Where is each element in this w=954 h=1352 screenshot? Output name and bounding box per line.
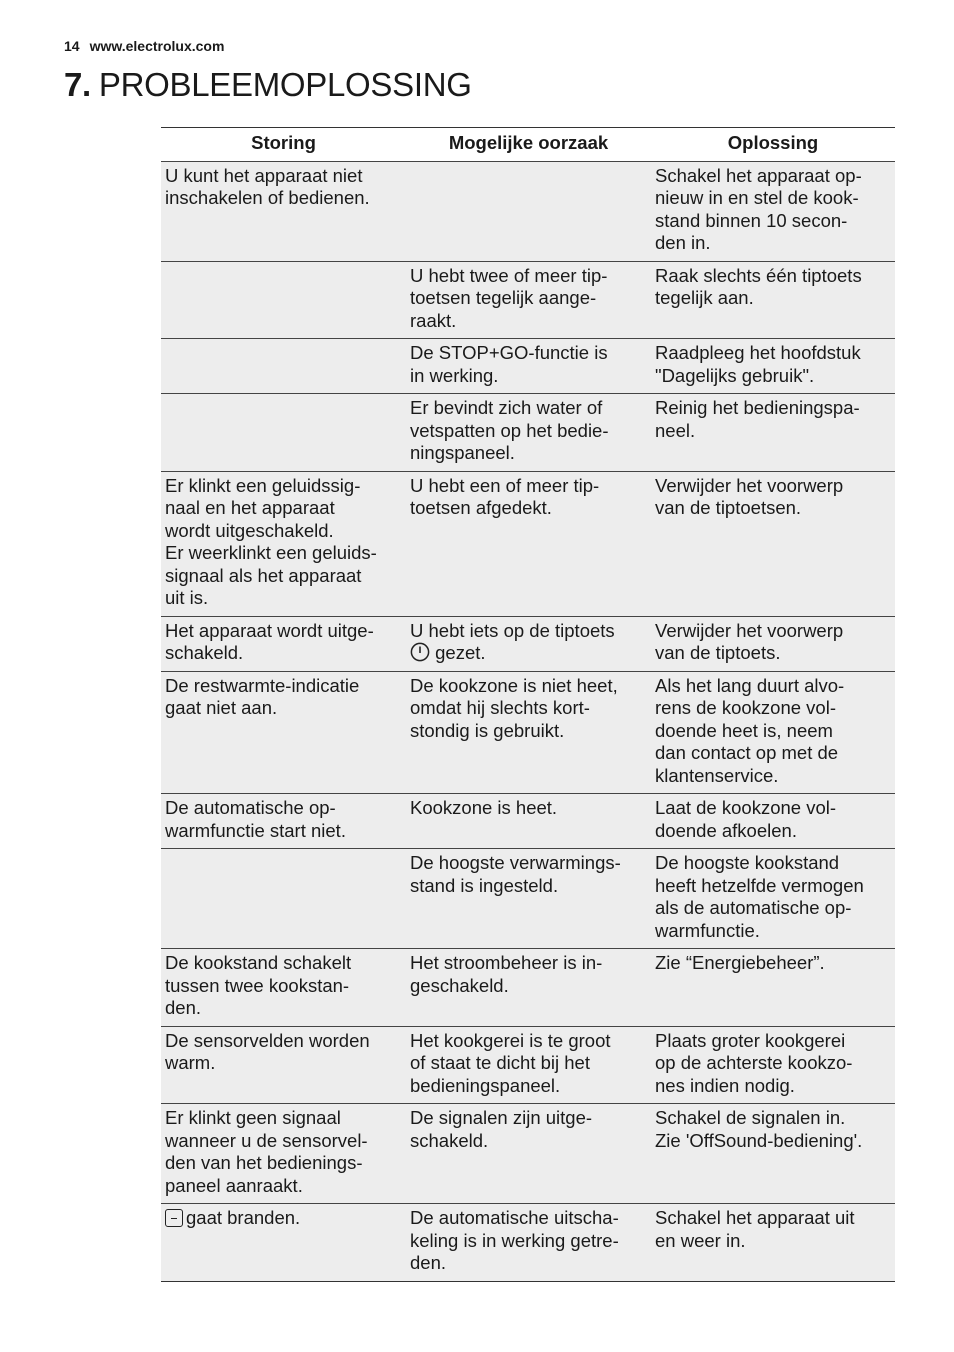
section-title-text: PROBLEEMOPLOSSING: [98, 66, 472, 103]
page-number: 14: [64, 38, 80, 54]
cell-oplossing: Schakel het apparaat op- nieuw in en stel de kook- stand binnen 10 secon- den in.: [655, 164, 862, 253]
page-header: [64, 38, 224, 54]
table-row: [161, 261, 895, 339]
cell-oorzaak: De kookzone is niet heet, omdat hij slechts kort- stondig is gebruikt.: [410, 674, 618, 741]
cell-oorzaak: Kookzone is heet.: [410, 797, 558, 818]
table-row: [161, 848, 895, 948]
table-row: [161, 1026, 895, 1104]
cell-storing: [161, 849, 406, 948]
cell-oorzaak: De signalen zijn uitge- schakeld.: [410, 1107, 593, 1151]
table-row: [161, 948, 895, 1026]
cell-storing: U kunt het apparaat niet inschakelen of bedienen.: [165, 164, 370, 208]
cell-oorzaak: De automatische uitscha- keling is in werking getre- den.: [410, 1207, 619, 1273]
table-row: [161, 1203, 895, 1281]
cell-storing: [161, 1204, 406, 1281]
section-title: [64, 66, 472, 104]
table-row: [161, 671, 895, 794]
cell-storing: [161, 339, 406, 393]
cell-oplossing: Verwijder het voorwerp van de tiptoetsen.: [655, 474, 844, 518]
cell-oorzaak: U hebt twee of meer tip- toetsen tegelijk aange- raakt.: [410, 264, 608, 331]
table-row: [161, 1103, 895, 1203]
cell-storing: De sensorvelden worden warm.: [165, 1029, 370, 1073]
cell-storing: Er klinkt een geluidssig- naal en het apparaat wordt uitgeschakeld. Er weerklinkt een geluids- signaal als het apparaat uit is.: [165, 474, 377, 608]
cell-oorzaak: U hebt een of meer tip- toetsen afgedekt.: [410, 474, 600, 518]
table-row: [161, 393, 895, 471]
cell-oplossing: Schakel de signalen in. Zie 'OffSound-bediening'.: [655, 1107, 863, 1151]
table-row: [161, 162, 895, 261]
cell-oorzaak: De STOP+GO-functie is in werking.: [410, 342, 608, 386]
minus-display-icon: [165, 1209, 183, 1227]
cell-oplossing: Verwijder het voorwerp van de tiptoets.: [655, 619, 844, 663]
cell-storing: De automatische op- warmfunctie start niet.: [165, 797, 346, 841]
cell-oplossing: Raak slechts één tiptoets tegelijk aan.: [655, 264, 862, 308]
table-row: [161, 793, 895, 848]
website-link[interactable]: www.electrolux.com: [89, 38, 225, 54]
cell-oplossing: Laat de kookzone vol- doende afkoelen.: [655, 797, 837, 841]
cell-storing: Het apparaat wordt uitge- schakeld.: [165, 619, 374, 663]
table-row: [161, 616, 895, 671]
cell-oorzaak: [406, 617, 651, 671]
cell-oplossing: Zie “Energiebeheer”.: [655, 952, 825, 973]
cell-oplossing: De hoogste kookstand heeft hetzelfde vermogen als de automatische op- warmfunctie.: [655, 852, 864, 941]
column-header-oorzaak: Mogelijke oorzaak: [448, 132, 609, 153]
cell-oplossing: Reinig het bedieningspa- neel.: [655, 397, 860, 441]
cell-storing: [161, 262, 406, 339]
table-row: [161, 338, 895, 393]
cell-storing: [161, 394, 406, 471]
table-row: [161, 471, 895, 616]
power-icon: [410, 642, 430, 662]
cell-oorzaak: Het kookgerei is te groot of staat te dicht bij het bedieningspaneel.: [410, 1029, 611, 1096]
cell-oplossing: Plaats groter kookgerei op de achterste kookzo- nes indien nodig.: [655, 1029, 853, 1096]
cell-storing: Er klinkt geen signaal wanneer u de sensorvel- den van het bedienings- paneel aanraakt.: [165, 1107, 368, 1196]
cell-oorzaak-line2: gezet.: [435, 642, 486, 663]
cell-oorzaak-line1: U hebt iets op de tiptoets: [410, 619, 615, 641]
table-header-row: [161, 128, 895, 162]
cell-storing-text: gaat branden.: [186, 1207, 301, 1228]
cell-oplossing: Als het lang duurt alvo- rens de kookzone vol- doende heet is, neem dan contact op met de klantenservice.: [655, 674, 845, 786]
cell-oplossing: Raadpleeg het hoofdstuk "Dagelijks gebruik".: [655, 342, 861, 386]
cell-storing: De kookstand schakelt tussen twee kookstan- den.: [165, 952, 352, 1018]
cell-oorzaak: Er bevindt zich water of vetspatten op het bedie- ningspaneel.: [410, 397, 609, 463]
column-header-storing: Storing: [251, 132, 316, 153]
cell-oorzaak: [406, 162, 651, 261]
section-number: 7.: [64, 66, 91, 103]
troubleshooting-table: [161, 127, 895, 1282]
cell-oplossing: Schakel het apparaat uit en weer in.: [655, 1207, 855, 1251]
cell-storing: De restwarmte-indicatie gaat niet aan.: [165, 674, 360, 718]
column-header-oplossing: Oplossing: [727, 132, 819, 153]
cell-oorzaak: De hoogste verwarmings- stand is ingesteld.: [410, 852, 621, 896]
cell-oorzaak: Het stroombeheer is in- geschakeld.: [410, 952, 603, 996]
